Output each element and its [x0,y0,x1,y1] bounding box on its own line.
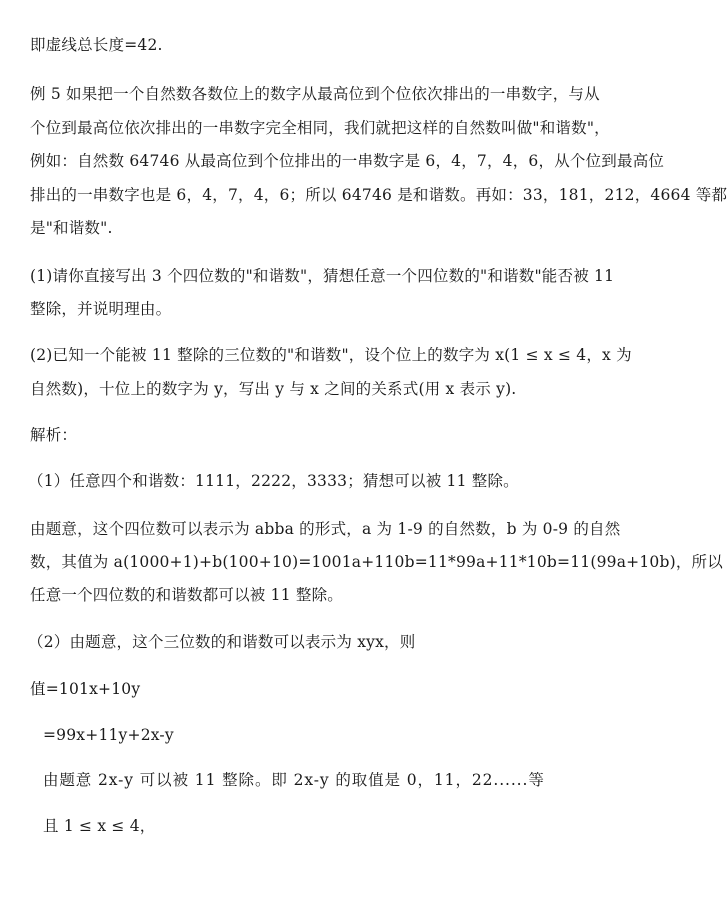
answer-2-line-1: （2）由题意，这个三位数的和谐数可以表示为 xyx，则 [28,633,416,651]
analysis-heading: 解析： [30,426,78,444]
example-5-line-5: 是"和谐数". [30,219,113,237]
example-5-line-1: 例 5 如果把一个自然数各数位上的数字从最高位到个位依次排出的一串数字，与从 [30,85,600,103]
question-2-line-2: 自然数)，十位上的数字为 y，写出 y 与 x 之间的关系式(用 x 表示 y). [30,380,517,398]
example-5-line-3: 例如：自然数 64746 从最高位到个位排出的一串数字是 6，4，7，4，6，从个位到最高位 [30,152,665,170]
example-5-line-4: 排出的一串数字也是 6，4，7，4，6；所以 64746 是和谐数。再如：33，181，212，4664 等都 [30,186,727,204]
answer-1-line-3: 数，其值为 a(1000+1)+b(100+10)=1001a+110b=11*99a+11*10b=11(99a+10b)，所以 [30,553,723,571]
answer-1-line-4: 任意一个四位数的和谐数都可以被 11 整除。 [30,586,343,604]
answer-2-value: 值=101x+10y [30,680,141,698]
question-1-line-2: 整除，并说明理由。 [30,300,172,318]
question-2-line-1: (2)已知一个能被 11 整除的三位数的"和谐数"，设个位上的数字为 x(1 ≤ x ≤ 4，x 为 [30,346,632,364]
answer-1-line-1: （1）任意四个和谐数：1111，2222，3333；猜想可以被 11 整除。 [28,472,519,490]
answer-1-line-2: 由题意，这个四位数可以表示为 abba 的形式，a 为 1-9 的自然数，b 为 0-9 的自然 [30,520,621,538]
example-5-line-2: 个位到最高位依次排出的一串数字完全相同，我们就把这样的自然数叫做"和谐数"， [30,119,610,137]
answer-2-range-line: 且 1 ≤ x ≤ 4， [43,817,156,835]
text-line-total-length: 即虚线总长度=42. [30,36,163,54]
question-1-line-1: (1)请你直接写出 3 个四位数的"和谐数"，猜想任意一个四位数的"和谐数"能否被 11 [30,267,615,285]
answer-2-expansion: =99x+11y+2x-y [43,726,174,744]
answer-2-divisible-line: 由题意 2x-y 可以被 11 整除。即 2x-y 的取值是 0，11，22......等 [43,771,545,789]
